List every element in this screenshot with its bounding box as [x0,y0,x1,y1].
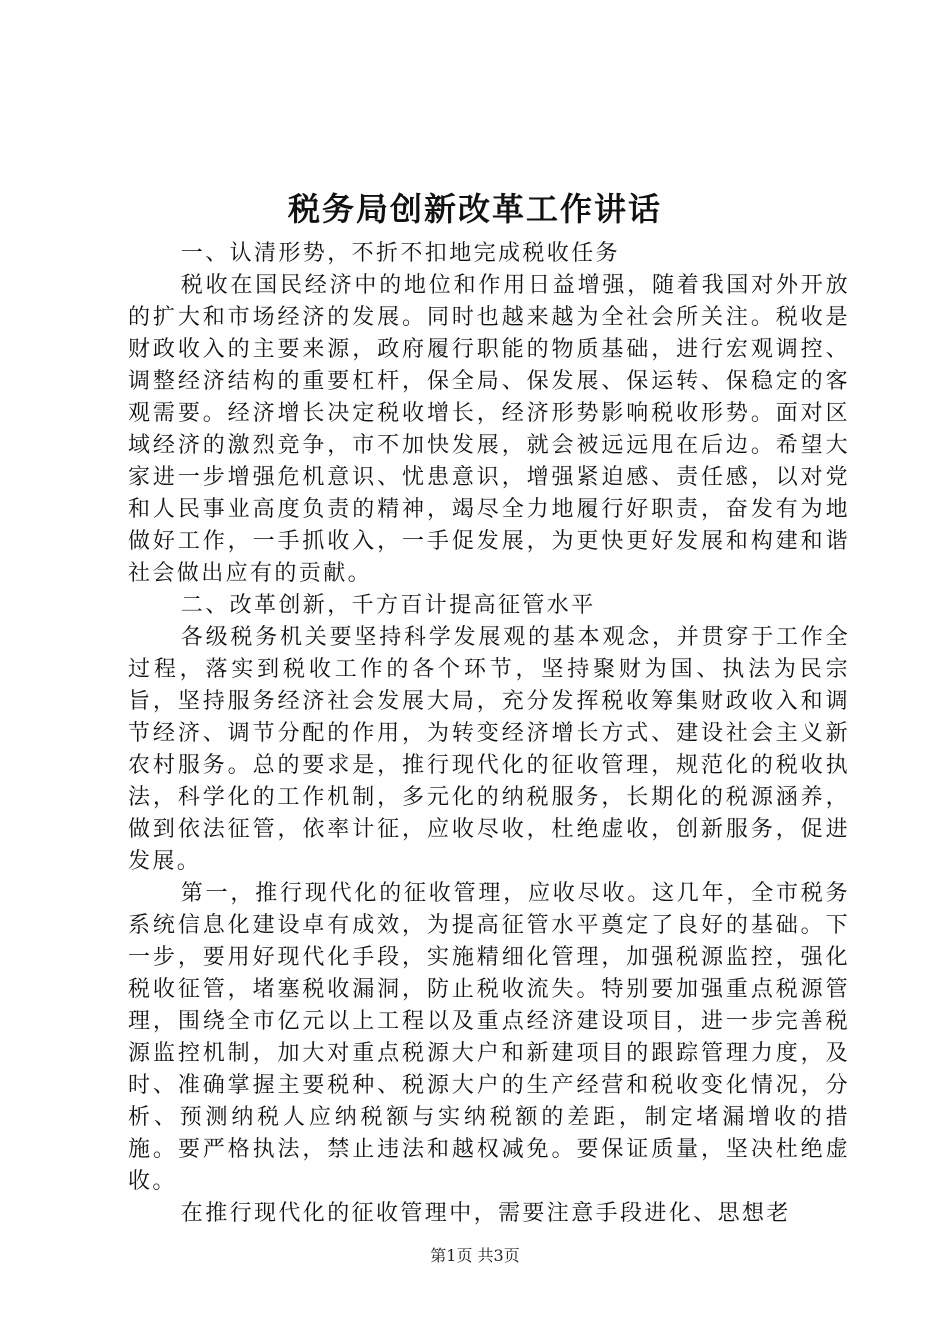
page-number-footer: 第1页 共3页 [430,1246,520,1265]
paragraph-3: 第一，推行现代化的征收管理，应收尽收。这几年，全市税务系统信息化建设卓有成效，为提高征管水平奠定了良好的基础。下一步，要用好现代化手段，实施精细化管理，加强税源监控，强化税收征管，堵塞税收漏洞，防止税收流失。特别要加强重点税源管理，围绕全市亿元以上工程以及重点经济建设项目，进一步完善税源监控机制，加大对重点税源大户和新建项目的跟踪管理力度，及时、准确掌握主要税种、税源大户的生产经营和税收变化情况，分析、预测纳税人应纳税额与实纳税额的差距，制定堵漏增收的措施。要严格执法，禁止违法和越权减免。要保证质量，坚决杜绝虚收。 [128,881,850,1194]
paragraph-4: 在推行现代化的征收管理中，需要注意手段进化、思想老 [180,1201,791,1226]
paragraph-2: 各级税务机关要坚持科学发展观的基本观念，并贯穿于工作全过程，落实到税收工作的各个环节，坚持聚财为国、执法为民宗旨，坚持服务经济社会发展大局，充分发挥税收筹集财政收入和调节经济、调节分配的作用，为转变经济增长方式、建设社会主义新农村服务。总的要求是，推行现代化的征收管理，规范化的税收执法，科学化的工作机制，多元化的纳税服务，长期化的税源涵养，做到依法征管，依率计征，应收尽收，杜绝虚收，创新服务，促进发展。 [128,625,850,874]
document-title: 税务局创新改革工作讲话 [287,190,662,228]
document-body [128,238,850,1230]
paragraph-1: 税收在国民经济中的地位和作用日益增强，随着我国对外开放的扩大和市场经济的发展。同时也越来越为全社会所关注。税收是财政收入的主要来源，政府履行职能的物质基础，进行宏观调控、调整经济结构的重要杠杆，保全局、保发展、保运转、保稳定的客观需要。经济增长决定税收增长，经济形势影响税收形势。面对区域经济的激烈竞争，市不加快发展，就会被远远甩在后边。希望大家进一步增强危机意识、忧患意识，增强紧迫感、责任感，以对党和人民事业高度负责的精神，竭尽全力地履行好职责，奋发有为地做好工作，一手抓收入，一手促发展，为更快更好发展和构建和谐社会做出应有的贡献。 [128,273,850,586]
section-heading-2: 二、改革创新，千方百计提高征管水平 [180,593,596,618]
section-heading-1: 一、认清形势，不折不扣地完成税收任务 [180,241,620,266]
